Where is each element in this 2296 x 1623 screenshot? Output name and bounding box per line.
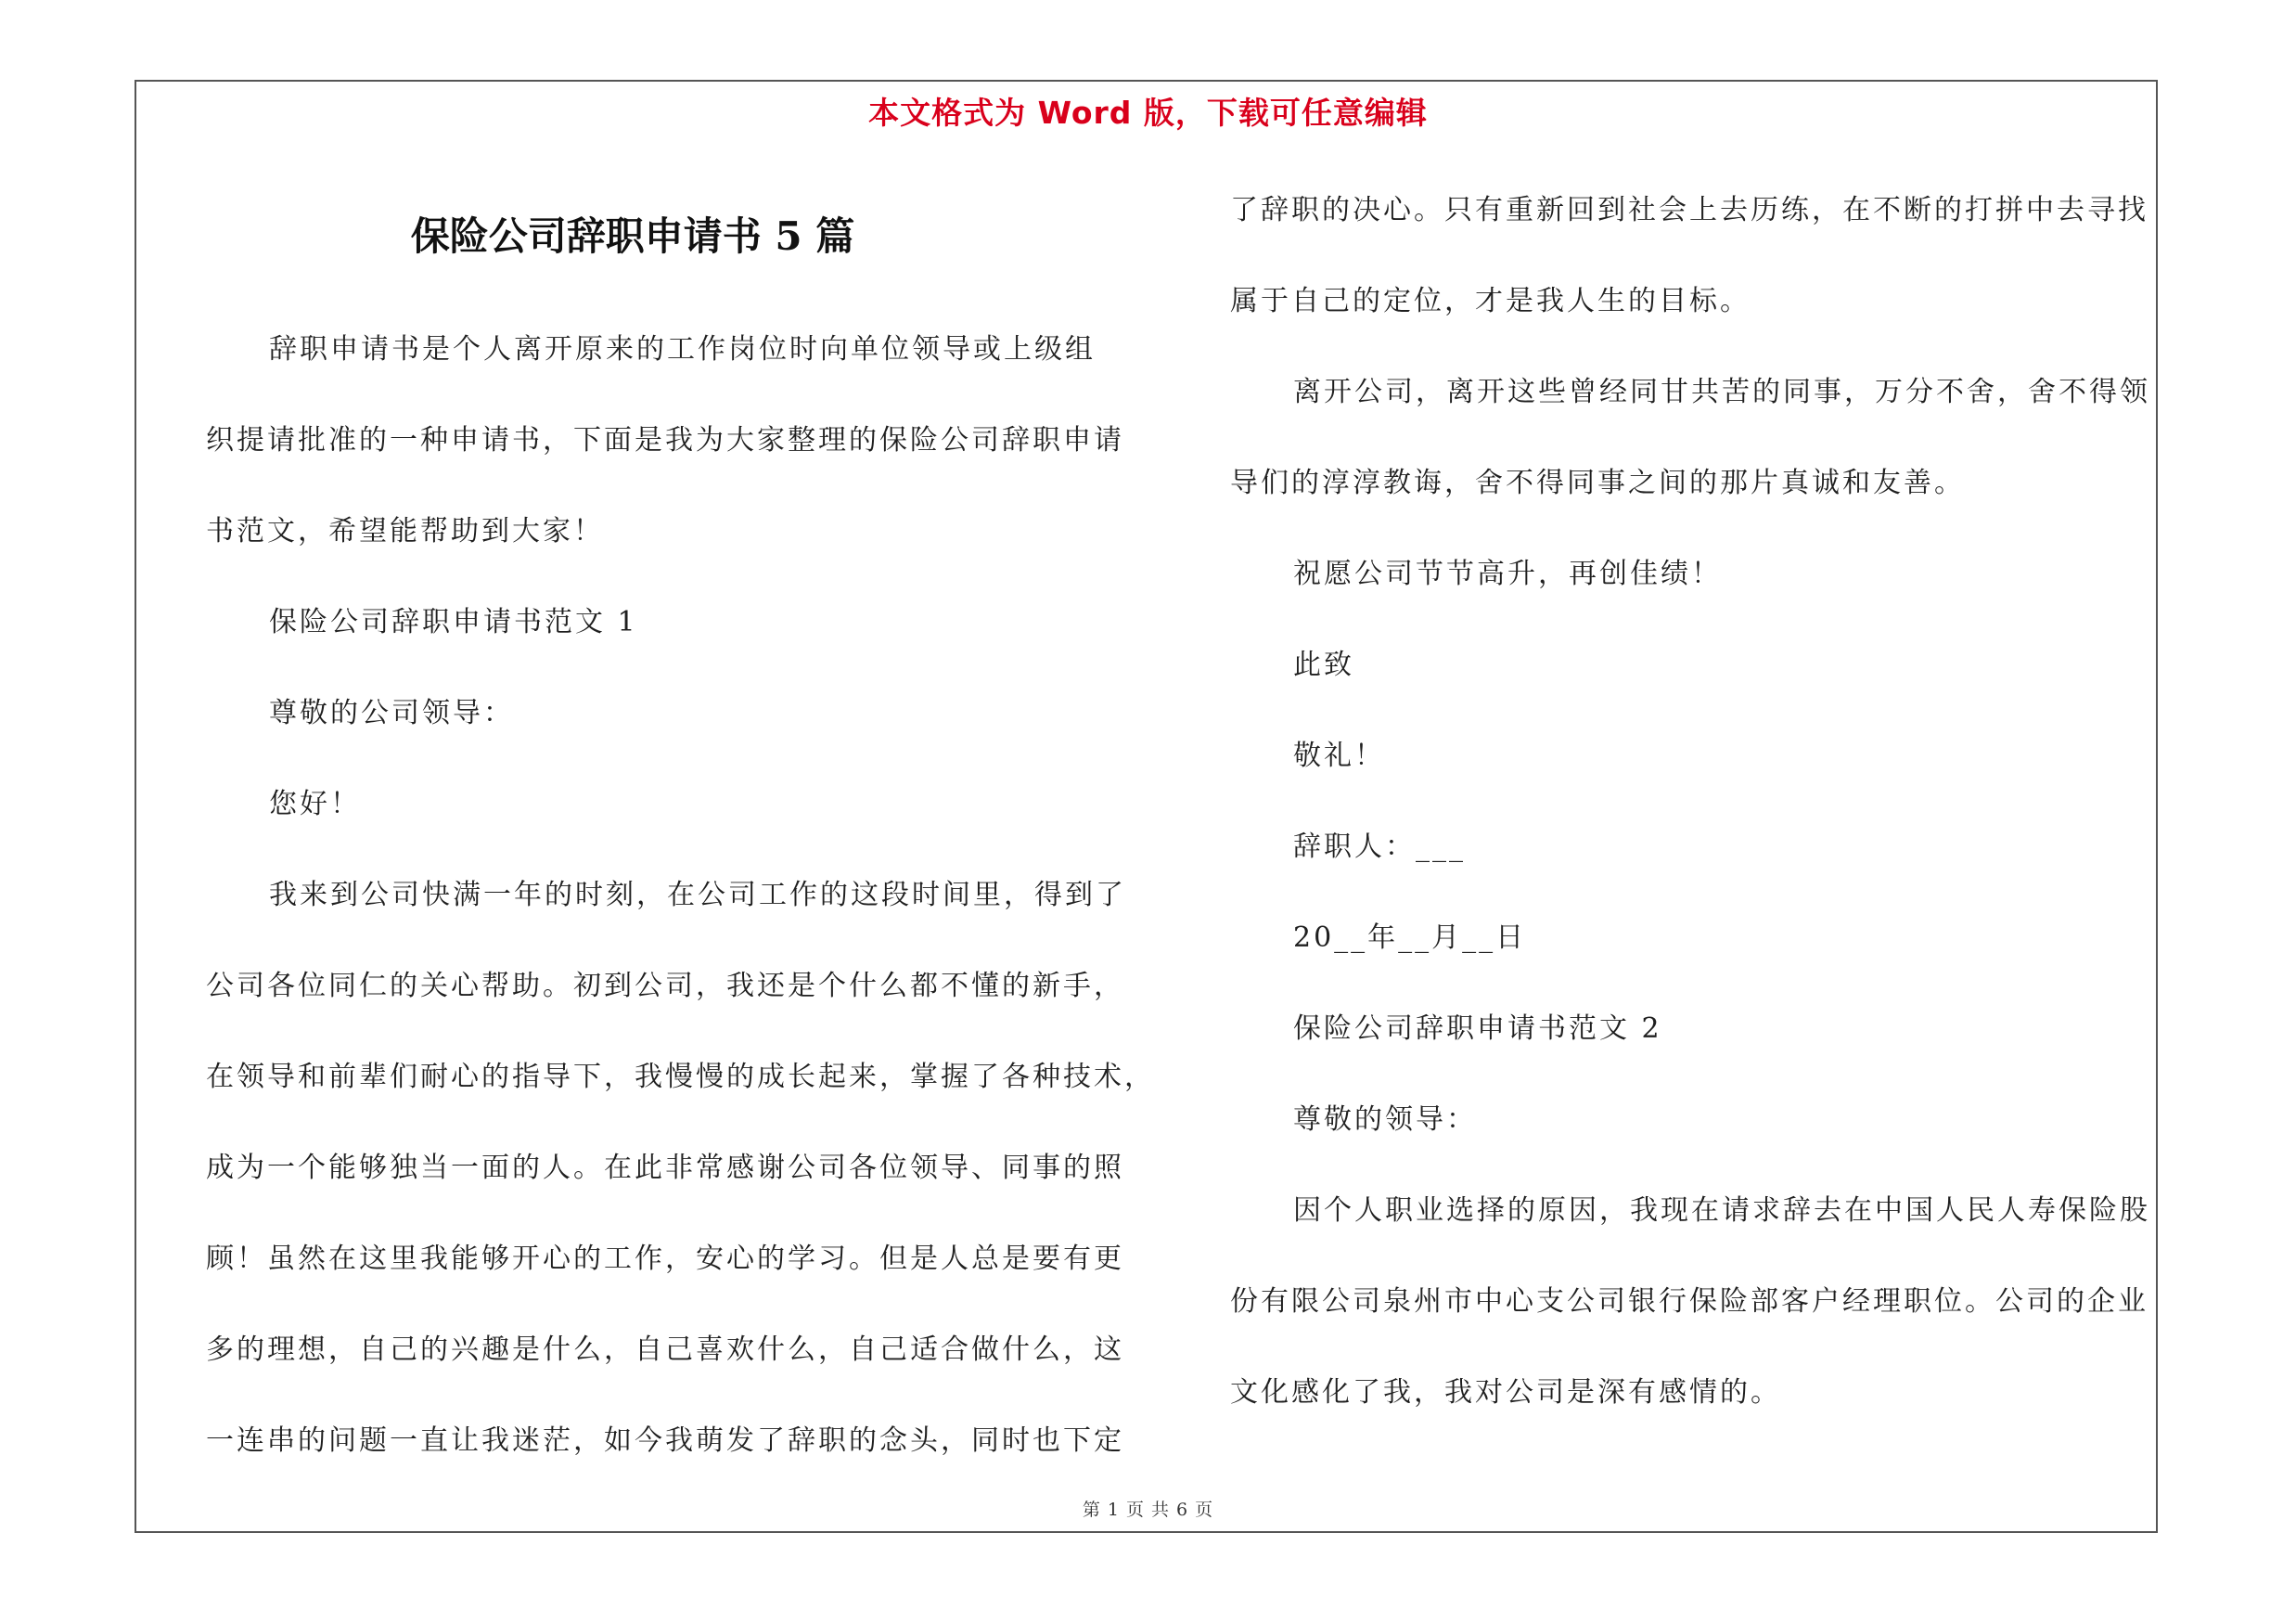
- left-line-7: 我来到公司快满一年的时刻，在公司工作的这段时间里，得到了: [269, 879, 1126, 911]
- left-line-8: 公司各位同仁的关心帮助。初到公司，我还是个什么都不懂的新手，: [206, 970, 1124, 1002]
- left-line-3: 书范文，希望能帮助到大家！: [206, 515, 604, 547]
- right-line-4: 导们的淳淳教诲，舍不得同事之间的那片真诚和友善。: [1230, 467, 1965, 499]
- page-number-footer: 第 1 页 共 6 页: [1082, 1500, 1214, 1520]
- right-line-salute: 敬礼！: [1293, 740, 1385, 772]
- left-line-11: 顾！虽然在这里我能够开心的工作，安心的学习。但是人总是要有更: [206, 1243, 1124, 1275]
- section-heading-2: 保险公司辞职申请书范文 2: [1293, 1012, 1662, 1045]
- right-line-2: 属于自己的定位，才是我人生的目标。: [1230, 285, 1751, 317]
- left-line-2: 织提请批准的一种申请书，下面是我为大家整理的保险公司辞职申请: [206, 424, 1124, 457]
- left-line-10: 成为一个能够独当一面的人。在此非常感谢公司各位领导、同事的照: [206, 1152, 1124, 1184]
- left-line-13: 一连串的问题一直让我迷茫，如今我萌发了辞职的念头，同时也下定: [206, 1424, 1124, 1457]
- left-line-greeting: 您好！: [269, 788, 361, 820]
- document-title: 保险公司辞职申请书 5 篇: [410, 213, 855, 259]
- right-line-12: 因个人职业选择的原因，我现在请求辞去在中国人民人寿保险股: [1293, 1194, 2150, 1227]
- right-line-date: 20__年__月__日: [1293, 921, 1527, 954]
- right-line-signature: 辞职人：___: [1293, 831, 1466, 863]
- left-line-9: 在领导和前辈们耐心的指导下，我慢慢的成长起来，掌握了各种技术，: [206, 1061, 1155, 1093]
- left-line-1: 辞职申请书是个人离开原来的工作岗位时向单位领导或上级组: [269, 333, 1096, 366]
- right-line-5: 祝愿公司节节高升，再创佳绩！: [1293, 558, 1722, 590]
- right-line-closing: 此致: [1293, 649, 1354, 681]
- right-line-13: 份有限公司泉州市中心支公司银行保险部客户经理职位。公司的企业: [1230, 1285, 2148, 1318]
- section-heading-1: 保险公司辞职申请书范文 1: [269, 606, 638, 638]
- right-line-1: 了辞职的决心。只有重新回到社会上去历练，在不断的打拼中去寻找: [1230, 194, 2148, 226]
- right-line-salutation-2: 尊敬的领导：: [1293, 1103, 1477, 1136]
- format-banner: 本文格式为 Word 版，下载可任意编辑: [868, 95, 1428, 131]
- right-line-3: 离开公司，离开这些曾经同甘共苦的同事，万分不舍，舍不得领: [1293, 376, 2150, 408]
- left-line-salutation: 尊敬的公司领导：: [269, 697, 514, 729]
- right-line-14: 文化感化了我，我对公司是深有感情的。: [1230, 1376, 1781, 1409]
- left-line-12: 多的理想，自己的兴趣是什么，自己喜欢什么，自己适合做什么，这: [206, 1333, 1124, 1366]
